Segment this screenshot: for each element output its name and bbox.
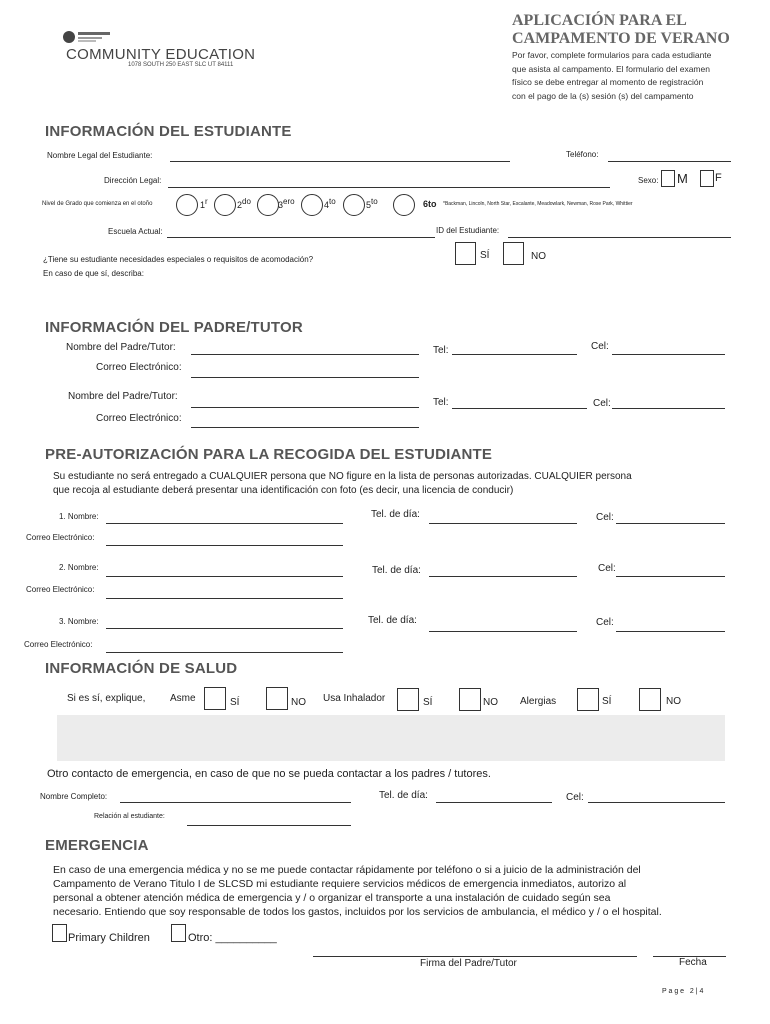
health-explain-label: Si es sí, explique,	[67, 693, 146, 704]
parent2-name-field[interactable]	[191, 407, 419, 408]
pickup2-name-label: 2. Nombre:	[59, 563, 99, 572]
inhaler-no-label: NO	[483, 697, 498, 708]
grade-label: Nivel de Grado que comienza en el otoño	[42, 201, 153, 207]
pickup2-cel-field[interactable]	[616, 576, 725, 577]
intro-line: Por favor, complete formularios para cada estudiante	[512, 50, 712, 60]
parent2-cel-label: Cel:	[593, 398, 611, 409]
pickup1-name-label: 1. Nombre:	[59, 512, 99, 521]
grade-1-label: 1r	[200, 197, 208, 210]
special-needs-yes-label: SÍ	[480, 250, 490, 261]
sex-f-label: F	[715, 172, 722, 184]
pickup1-email-label: Correo Electrónico:	[26, 533, 95, 542]
pickup3-email-label: Correo Electrónico:	[24, 640, 93, 649]
parent1-tel-field[interactable]	[452, 354, 577, 355]
pickup-section-heading: PRE-AUTORIZACIÓN PARA LA RECOGIDA DEL ESTUDIANTE	[45, 446, 493, 463]
grade-5-radio[interactable]	[343, 194, 365, 216]
asthma-no-checkbox[interactable]	[266, 687, 288, 710]
pickup2-email-field[interactable]	[106, 598, 343, 599]
other-contact-name-label: Nombre Completo:	[40, 792, 108, 801]
pickup1-name-field[interactable]	[106, 523, 343, 524]
other-contact-name-field[interactable]	[120, 802, 351, 803]
pickup3-tel-label: Tel. de día:	[368, 615, 417, 626]
logo-emblem-icon	[62, 30, 112, 44]
parent-signature-field[interactable]	[313, 956, 637, 957]
parent1-cel-field[interactable]	[612, 354, 725, 355]
describe-label: En caso de que sí, describa:	[43, 269, 144, 278]
legal-name-label: Nombre Legal del Estudiante:	[47, 151, 153, 160]
other-hospital-label: Otro: __________	[188, 932, 277, 944]
relation-label: Relación al estudiante:	[94, 813, 165, 820]
address-field[interactable]	[168, 187, 610, 188]
asthma-yes-checkbox[interactable]	[204, 687, 226, 710]
sex-m-checkbox[interactable]	[661, 170, 675, 187]
parent1-tel-label: Tel:	[433, 345, 449, 356]
intro-line: que asista al campamento. El formulario del examen	[512, 63, 710, 74]
grade-2-radio[interactable]	[214, 194, 236, 216]
inhaler-no-checkbox[interactable]	[459, 688, 481, 711]
special-needs-no-label: NO	[531, 251, 546, 262]
parent1-email-label: Correo Electrónico:	[96, 362, 182, 373]
parent1-name-field[interactable]	[191, 354, 419, 355]
allergies-no-label: NO	[666, 696, 681, 707]
parent2-cel-field[interactable]	[612, 408, 725, 409]
emergency-section-heading: EMERGENCIA	[45, 837, 149, 854]
parent1-name-label: Nombre del Padre/Tutor:	[66, 342, 176, 353]
pickup-text-line2: que recoja al estudiante deberá presentar una identificación con foto (es decir, una licencia de conducir)	[53, 485, 514, 496]
health-explain-textarea[interactable]	[57, 715, 725, 761]
date-label: Fecha	[679, 957, 707, 968]
primary-children-checkbox[interactable]	[52, 924, 67, 942]
pickup2-name-field[interactable]	[106, 576, 343, 577]
pickup1-cel-field[interactable]	[616, 523, 725, 524]
inhaler-yes-label: SÍ	[423, 697, 433, 708]
grade-4-label: 4to	[324, 197, 336, 210]
grade-6-label: 6to	[423, 199, 437, 209]
special-needs-no-checkbox[interactable]	[503, 242, 524, 265]
other-contact-tel-label: Tel. de día:	[379, 790, 428, 801]
pickup1-tel-field[interactable]	[429, 523, 577, 524]
asthma-no-label: NO	[291, 697, 306, 708]
asthma-label: Asme	[170, 693, 196, 704]
pickup3-cel-label: Cel:	[596, 617, 614, 628]
pickup1-email-field[interactable]	[106, 545, 343, 546]
grade-4-radio[interactable]	[301, 194, 323, 216]
pickup2-tel-label: Tel. de día:	[372, 565, 421, 576]
sex-label: Sexo:	[638, 176, 659, 185]
phone-label: Teléfono:	[566, 150, 599, 159]
parent2-name-label: Nombre del Padre/Tutor:	[68, 391, 178, 402]
grade-6-radio[interactable]	[393, 194, 415, 216]
school-label: Escuela Actual:	[108, 227, 163, 236]
primary-children-label: Primary Children	[68, 932, 150, 944]
emergency-line: En caso de una emergencia médica y no se me puede contactar rápidamente por teléfono o si a juicio de la administración del	[53, 864, 641, 876]
special-needs-yes-checkbox[interactable]	[455, 242, 476, 265]
page-number: P a g e 2 | 4	[662, 988, 704, 995]
parent1-cel-label: Cel:	[591, 341, 609, 352]
other-contact-text: Otro contacto de emergencia, en caso de que no se pueda contactar a los padres / tutores.	[47, 768, 491, 780]
student-section-heading: INFORMACIÓN DEL ESTUDIANTE	[45, 123, 292, 140]
pickup2-cel-label: Cel:	[598, 563, 616, 574]
sex-m-label: M	[677, 171, 688, 186]
pickup-text-line1: Su estudiante no será entregado a CUALQUIER persona que NO figure en la lista de personas autorizadas. CUALQUIER persona	[53, 471, 632, 482]
pickup3-tel-field[interactable]	[429, 631, 577, 632]
inhaler-label: Usa Inhalador	[323, 693, 386, 704]
student-id-field[interactable]	[508, 237, 731, 238]
parent2-email-label: Correo Electrónico:	[96, 413, 182, 424]
sex-f-checkbox[interactable]	[700, 170, 714, 187]
student-id-label: ID del Estudiante:	[436, 226, 500, 235]
parent-section-heading: INFORMACIÓN DEL PADRE/TUTOR	[45, 319, 303, 336]
address-label: Dirección Legal:	[104, 176, 162, 185]
intro-text	[512, 49, 711, 103]
district-logo	[62, 30, 112, 44]
intro-line: con el pago de la (s) sesión (s) del campamento	[512, 90, 694, 101]
legal-name-field[interactable]	[170, 161, 510, 162]
other-contact-cel-label: Cel:	[566, 792, 584, 803]
allergies-label: Alergias	[520, 696, 557, 707]
grade-1-radio[interactable]	[176, 194, 198, 216]
pickup1-cel-label: Cel:	[596, 512, 614, 523]
grade-3-label: 3ero	[278, 197, 295, 210]
pickup3-name-field[interactable]	[106, 628, 343, 629]
pickup1-tel-label: Tel. de día:	[371, 509, 420, 520]
asthma-yes-label: SÍ	[230, 697, 240, 708]
allergies-yes-checkbox[interactable]	[577, 688, 599, 711]
parent2-email-field[interactable]	[191, 427, 419, 428]
other-contact-tel-field[interactable]	[436, 802, 552, 803]
form-title-line1: APLICACIÓN PARA EL	[512, 12, 687, 29]
grade-6-note: *Backman, Lincoln, North Star, Escalante, Meadowlark, Newman, Rose Park, Whittier	[443, 201, 633, 207]
logo-text: COMMUNITY EDUCATION	[66, 46, 256, 63]
inhaler-yes-checkbox[interactable]	[397, 688, 419, 711]
parent2-tel-field[interactable]	[452, 408, 587, 409]
other-contact-cel-field[interactable]	[588, 802, 725, 803]
allergies-yes-label: SÍ	[602, 696, 612, 707]
emergency-line: Campamento de Verano Titulo I de SLCSD mi estudiante requiere servicios médicos de emergencia inmediatos, autorizo al	[53, 878, 627, 890]
emergency-line: necesario. Entiendo que soy responsable de todos los gastos, incluidos por los servicios de ambulancia, el médico y / o el hospital.	[53, 906, 662, 918]
parent2-tel-label: Tel:	[433, 397, 449, 408]
parent-signature-label: Firma del Padre/Tutor	[420, 958, 517, 969]
relation-field[interactable]	[187, 825, 351, 826]
emergency-text	[53, 863, 719, 919]
pickup3-email-field[interactable]	[106, 652, 343, 653]
grade-5-label: 5to	[366, 197, 378, 210]
grade-3-radio[interactable]	[257, 194, 279, 216]
pickup2-email-label: Correo Electrónico:	[26, 585, 95, 594]
parent1-email-field[interactable]	[191, 377, 419, 378]
logo-address: 1078 SOUTH 250 EAST SLC UT 84111	[128, 62, 234, 68]
pickup2-tel-field[interactable]	[429, 576, 577, 577]
emergency-line: personal a obtener atención médica de emergencia y / o organizar el transporte a una instalación de cuidado según sea	[53, 892, 611, 904]
pickup3-cel-field[interactable]	[616, 631, 725, 632]
intro-line: físico se debe entregar al momento de registración	[512, 77, 704, 87]
special-needs-question: ¿Tiene su estudiante necesidades especiales o requisitos de acomodación?	[43, 255, 314, 264]
school-field[interactable]	[167, 237, 435, 238]
grade-2-label: 2do	[237, 197, 251, 210]
phone-field[interactable]	[608, 161, 731, 162]
pickup3-name-label: 3. Nombre:	[59, 617, 99, 626]
other-hospital-checkbox[interactable]	[171, 924, 186, 942]
health-section-heading: INFORMACIÓN DE SALUD	[45, 660, 238, 677]
allergies-no-checkbox[interactable]	[639, 688, 661, 711]
form-title-line2: CAMPAMENTO DE VERANO	[512, 30, 730, 47]
